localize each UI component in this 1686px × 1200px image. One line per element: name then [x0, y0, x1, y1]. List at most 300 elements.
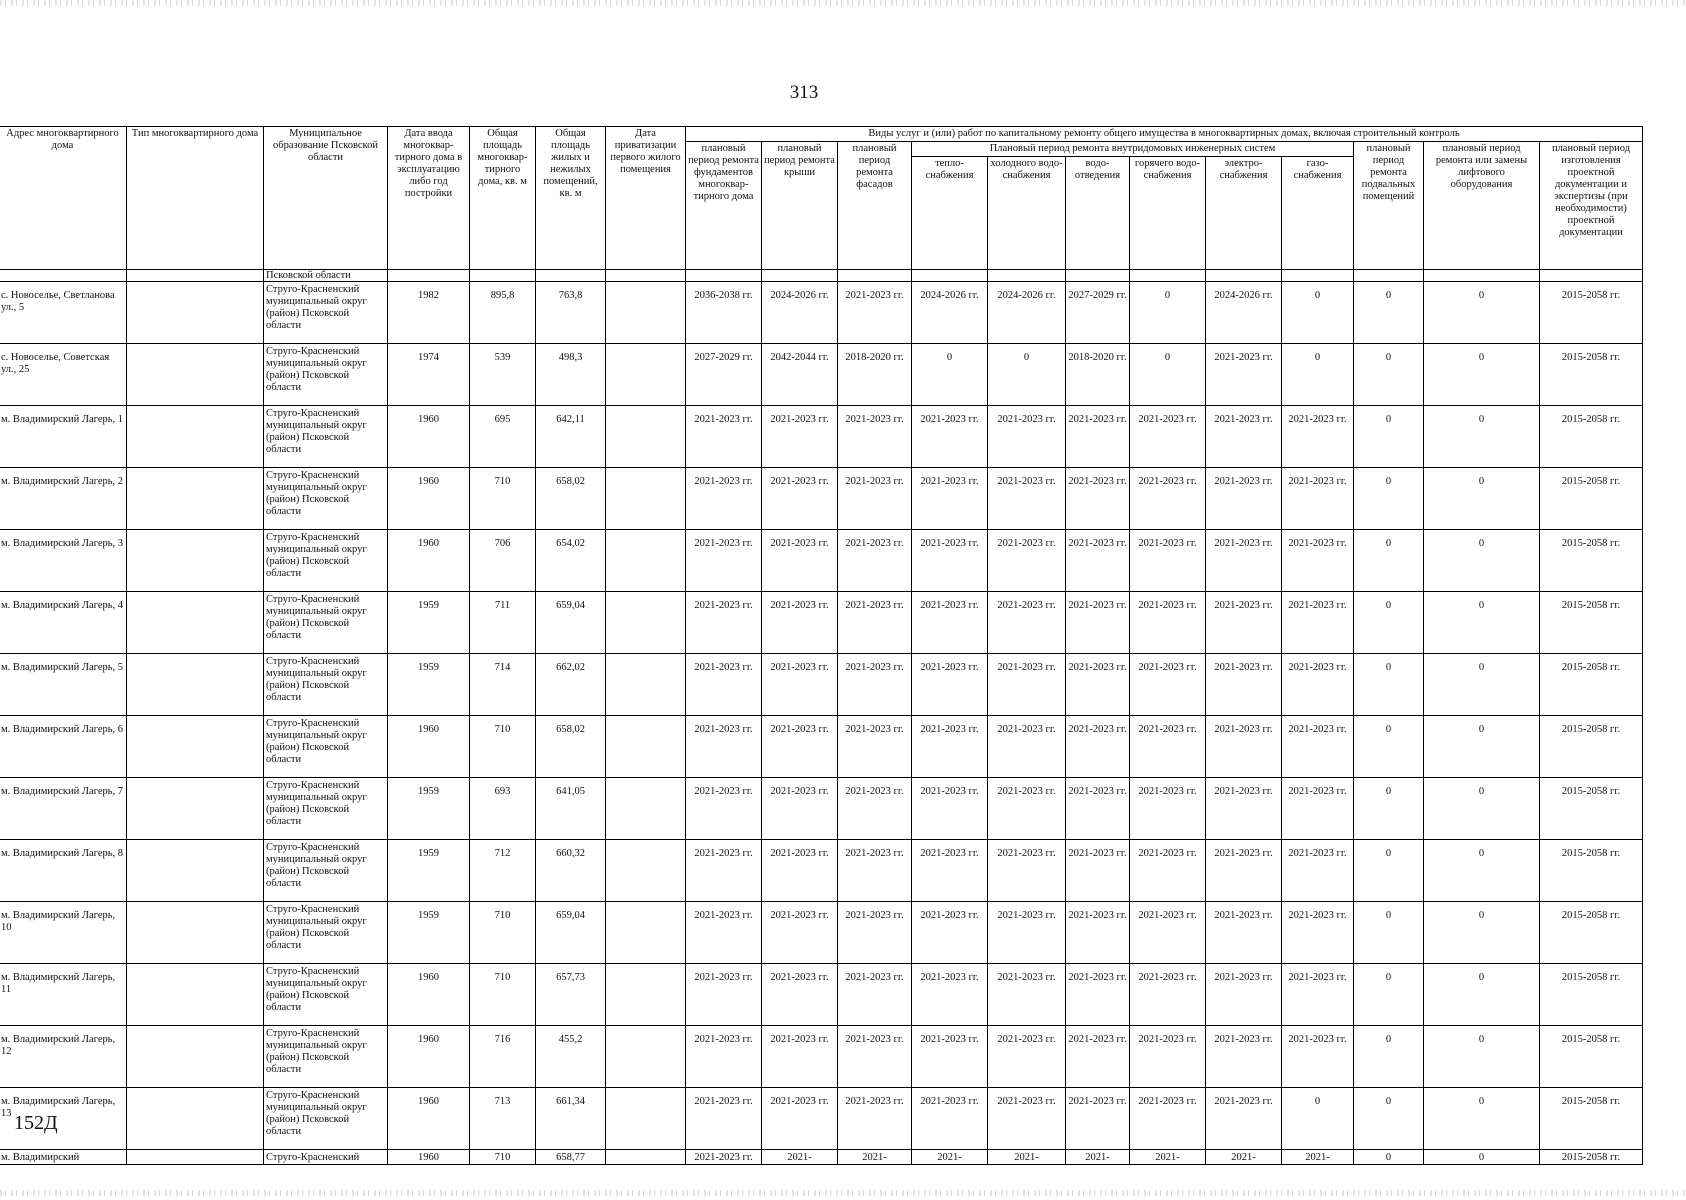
cell-living-area: 661,34 [536, 1088, 606, 1150]
cell-hot-water: 2021-2023 гг. [1130, 716, 1206, 778]
cell-hot-water: 2021-2023 гг. [1130, 964, 1206, 1026]
cell-facade: 2021-2023 гг. [838, 1088, 912, 1150]
cell-gas: 2021-2023 гг. [1282, 964, 1354, 1026]
cell-sewerage: 2021-2023 гг. [1066, 530, 1130, 592]
cell-hot-water: 2021-2023 гг. [1130, 1026, 1206, 1088]
table-row [0, 1150, 1643, 1165]
cell-privatization [606, 592, 686, 654]
cell-foundation: 2027-2029 гг. [686, 344, 762, 406]
cell-year: 1959 [388, 840, 470, 902]
cell-elevator: 0 [1424, 778, 1540, 840]
cell-roof: 2021-2023 гг. [762, 902, 838, 964]
cell-heating: 2021-2023 гг. [912, 1088, 988, 1150]
cell-year: 1960 [388, 964, 470, 1026]
cell-electricity: 2021-2023 гг. [1206, 344, 1282, 406]
table-row [0, 344, 1643, 406]
cell-roof: 2021-2023 гг. [762, 964, 838, 1026]
cell-project-docs: 2015-2058 гг. [1540, 530, 1643, 592]
cell-foundation: 2021-2023 гг. [686, 1026, 762, 1088]
cell-hot-water: 0 [1130, 344, 1206, 406]
cell-basement: 0 [1354, 840, 1424, 902]
cell-municipality: Струго-Красненский муниципальный округ (район) Псковской области [264, 778, 388, 840]
cell-basement: 0 [1354, 406, 1424, 468]
cell-gas: 0 [1282, 282, 1354, 344]
cell-cold-water: 2021-2023 гг. [988, 1088, 1066, 1150]
page-number: 313 [789, 82, 819, 103]
cell-foundation: 2021-2023 гг. [686, 902, 762, 964]
table-cell [536, 270, 606, 282]
cell-heating: 2021-2023 гг. [912, 406, 988, 468]
cell-year: 1959 [388, 592, 470, 654]
cell-elevator: 0 [1424, 716, 1540, 778]
header-living-area: Общая площадь жилых и нежилых помещений, кв. м [536, 127, 606, 270]
cell-project-docs: 2015-2058 гг. [1540, 654, 1643, 716]
cell-address: м. Владимирский Лагерь, 8 [0, 840, 127, 902]
cell-electricity: 2021-2023 гг. [1206, 406, 1282, 468]
table-cell [1066, 270, 1130, 282]
cell-municipality: Струго-Красненский муниципальный округ (район) Псковской области [264, 530, 388, 592]
cell-project-docs: 2015-2058 гг. [1540, 406, 1643, 468]
footer-code: 152Д [14, 1112, 58, 1134]
cell-foundation: 2021-2023 гг. [686, 406, 762, 468]
cell-municipality: Струго-Красненский муниципальный округ (район) Псковской области [264, 406, 388, 468]
cell-sewerage: 2021-2023 гг. [1066, 654, 1130, 716]
cell-elevator: 0 [1424, 654, 1540, 716]
cell-total-area: 695 [470, 406, 536, 468]
cell-building-type [127, 654, 264, 716]
cell-gas: 0 [1282, 344, 1354, 406]
cell-municipality: Струго-Красненский [264, 1150, 388, 1165]
cell-sewerage: 2021-2023 гг. [1066, 778, 1130, 840]
cell-facade: 2021-2023 гг. [838, 282, 912, 344]
cell-sewerage: 2021-2023 гг. [1066, 902, 1130, 964]
cell-facade: 2021-2023 гг. [838, 468, 912, 530]
cell-total-area: 716 [470, 1026, 536, 1088]
cell-cold-water: 2021- [988, 1150, 1066, 1165]
cell-year: 1960 [388, 530, 470, 592]
cell-address: м. Владимирский Лагерь, 10 [0, 902, 127, 964]
cell-foundation: 2021-2023 гг. [686, 654, 762, 716]
cell-basement: 0 [1354, 282, 1424, 344]
cell-hot-water: 2021-2023 гг. [1130, 840, 1206, 902]
cell-total-area: 712 [470, 840, 536, 902]
cell-basement: 0 [1354, 778, 1424, 840]
cell-electricity: 2021-2023 гг. [1206, 654, 1282, 716]
cell-living-area: 763,8 [536, 282, 606, 344]
cell-basement: 0 [1354, 1150, 1424, 1165]
table-cell [606, 270, 686, 282]
cell-address: м. Владимирский [0, 1150, 127, 1165]
cell-sewerage: 2021-2023 гг. [1066, 468, 1130, 530]
cell-roof: 2021-2023 гг. [762, 468, 838, 530]
table-row [0, 468, 1643, 530]
cell-cold-water: 2021-2023 гг. [988, 654, 1066, 716]
cell-building-type [127, 840, 264, 902]
cell-hot-water: 2021- [1130, 1150, 1206, 1165]
cell-gas: 2021-2023 гг. [1282, 530, 1354, 592]
header-elevator: плановый период ремонта или замены лифтового оборудования [1424, 142, 1540, 270]
cell-sewerage: 2021-2023 гг. [1066, 592, 1130, 654]
cell-address: м. Владимирский Лагерь, 13 [0, 1088, 127, 1150]
cell-roof: 2021- [762, 1150, 838, 1165]
cell-heating: 2024-2026 гг. [912, 282, 988, 344]
cell-total-area: 895,8 [470, 282, 536, 344]
cell-basement: 0 [1354, 1088, 1424, 1150]
cell-cold-water: 2021-2023 гг. [988, 530, 1066, 592]
cell-basement: 0 [1354, 716, 1424, 778]
cell-total-area: 539 [470, 344, 536, 406]
cell-sewerage: 2021-2023 гг. [1066, 964, 1130, 1026]
cell-roof: 2021-2023 гг. [762, 654, 838, 716]
cell-building-type [127, 1150, 264, 1165]
cell-electricity: 2021-2023 гг. [1206, 840, 1282, 902]
cell-basement: 0 [1354, 344, 1424, 406]
cell-facade: 2021-2023 гг. [838, 840, 912, 902]
cell-heating: 0 [912, 344, 988, 406]
table-cell [1354, 270, 1424, 282]
cell-basement: 0 [1354, 468, 1424, 530]
cell-total-area: 713 [470, 1088, 536, 1150]
cell-elevator: 0 [1424, 1150, 1540, 1165]
cell-elevator: 0 [1424, 964, 1540, 1026]
cell-address: м. Владимирский Лагерь, 4 [0, 592, 127, 654]
cell-address: м. Владимирский Лагерь, 7 [0, 778, 127, 840]
cell-living-area: 641,05 [536, 778, 606, 840]
header-engineering-group: Плановый период ремонта внутридомовых инженерных систем [912, 142, 1354, 157]
cell-heating: 2021-2023 гг. [912, 840, 988, 902]
cell-electricity: 2021-2023 гг. [1206, 530, 1282, 592]
cell-total-area: 710 [470, 902, 536, 964]
cell-privatization [606, 654, 686, 716]
cell-living-area: 657,73 [536, 964, 606, 1026]
cell-privatization [606, 1088, 686, 1150]
cell-cold-water: 2021-2023 гг. [988, 902, 1066, 964]
cell-gas: 2021-2023 гг. [1282, 468, 1354, 530]
cell-year: 1960 [388, 716, 470, 778]
cell-cold-water: 2021-2023 гг. [988, 778, 1066, 840]
cell-foundation: 2021-2023 гг. [686, 530, 762, 592]
cell-facade: 2021-2023 гг. [838, 592, 912, 654]
cell-total-area: 714 [470, 654, 536, 716]
cell-address: м. Владимирский Лагерь, 6 [0, 716, 127, 778]
cell-project-docs: 2015-2058 гг. [1540, 1026, 1643, 1088]
cell-privatization [606, 840, 686, 902]
header-works-group: Виды услуг и (или) работ по капитальному ремонту общего имущества в многоквартирных домах, включая строительный контроль [686, 127, 1643, 142]
cell-year: 1959 [388, 778, 470, 840]
cell-cold-water: 2021-2023 гг. [988, 716, 1066, 778]
cell-heating: 2021-2023 гг. [912, 468, 988, 530]
capital-repair-table [0, 126, 1643, 1165]
cell-heating: 2021-2023 гг. [912, 1026, 988, 1088]
cell-heating: 2021- [912, 1150, 988, 1165]
header-privatization-date: Дата приватизации первого жилого помещения [606, 127, 686, 270]
cell-building-type [127, 716, 264, 778]
cell-sewerage: 2027-2029 гг. [1066, 282, 1130, 344]
table-cell [1540, 270, 1643, 282]
cell-municipality: Струго-Красненский муниципальный округ (район) Псковской области [264, 592, 388, 654]
cell-elevator: 0 [1424, 592, 1540, 654]
cell-hot-water: 2021-2023 гг. [1130, 592, 1206, 654]
table-cell [1424, 270, 1540, 282]
cell-sewerage: 2021-2023 гг. [1066, 716, 1130, 778]
cell-building-type [127, 1026, 264, 1088]
cell-heating: 2021-2023 гг. [912, 530, 988, 592]
cell-elevator: 0 [1424, 902, 1540, 964]
cell-electricity: 2021-2023 гг. [1206, 716, 1282, 778]
cell-sewerage: 2021-2023 гг. [1066, 1026, 1130, 1088]
cell-cold-water: 2021-2023 гг. [988, 1026, 1066, 1088]
cell-hot-water: 2021-2023 гг. [1130, 654, 1206, 716]
cell-sewerage: 2021-2023 гг. [1066, 840, 1130, 902]
header-foundation: плановый период ремонта фундаментов многоквар-тирного дома [686, 142, 762, 270]
cell-facade: 2018-2020 гг. [838, 344, 912, 406]
cell-building-type [127, 964, 264, 1026]
cell-gas: 2021-2023 гг. [1282, 840, 1354, 902]
header-project-docs: плановый период изготовления проектной документации и экспертизы (при необходимости) проектной документации [1540, 142, 1643, 270]
header-heating: тепло-снабжения [912, 157, 988, 270]
cell-gas: 0 [1282, 1088, 1354, 1150]
cell-building-type [127, 902, 264, 964]
cell-year: 1960 [388, 1150, 470, 1165]
cell-living-area: 658,02 [536, 716, 606, 778]
cell-electricity: 2021- [1206, 1150, 1282, 1165]
cell-foundation: 2021-2023 гг. [686, 1088, 762, 1150]
cell-municipality: Струго-Красненский муниципальный округ (район) Псковской области [264, 840, 388, 902]
cell-total-area: 710 [470, 1150, 536, 1165]
cell-cold-water: 2021-2023 гг. [988, 406, 1066, 468]
table-cell [988, 270, 1066, 282]
cell-total-area: 706 [470, 530, 536, 592]
cell-heating: 2021-2023 гг. [912, 964, 988, 1026]
cell-building-type [127, 468, 264, 530]
cell-privatization [606, 716, 686, 778]
cell-project-docs: 2015-2058 гг. [1540, 840, 1643, 902]
table-body [0, 270, 1643, 1165]
cell-heating: 2021-2023 гг. [912, 654, 988, 716]
cell-facade: 2021-2023 гг. [838, 406, 912, 468]
header-total-area: Общая площадь многоквар-тирного дома, кв. м [470, 127, 536, 270]
header-sewerage: водо-отведения [1066, 157, 1130, 270]
cell-electricity: 2024-2026 гг. [1206, 282, 1282, 344]
table-cell-municipality: Псковской области [264, 270, 388, 282]
cell-facade: 2021-2023 гг. [838, 530, 912, 592]
cell-living-area: 660,32 [536, 840, 606, 902]
cell-total-area: 693 [470, 778, 536, 840]
cell-living-area: 659,04 [536, 592, 606, 654]
cell-project-docs: 2015-2058 гг. [1540, 778, 1643, 840]
cell-year: 1960 [388, 406, 470, 468]
cell-facade: 2021-2023 гг. [838, 654, 912, 716]
header-electricity: электро-снабжения [1206, 157, 1282, 270]
cell-foundation: 2021-2023 гг. [686, 1150, 762, 1165]
cell-hot-water: 2021-2023 гг. [1130, 778, 1206, 840]
cell-address: с. Новоселье, Советская ул., 25 [0, 344, 127, 406]
cell-facade: 2021-2023 гг. [838, 778, 912, 840]
cell-privatization [606, 778, 686, 840]
cell-electricity: 2021-2023 гг. [1206, 778, 1282, 840]
cell-facade: 2021-2023 гг. [838, 964, 912, 1026]
cell-elevator: 0 [1424, 1026, 1540, 1088]
cell-basement: 0 [1354, 592, 1424, 654]
cell-elevator: 0 [1424, 468, 1540, 530]
cell-facade: 2021-2023 гг. [838, 716, 912, 778]
cell-year: 1959 [388, 654, 470, 716]
cell-building-type [127, 530, 264, 592]
table-row [0, 716, 1643, 778]
cell-roof: 2042-2044 гг. [762, 344, 838, 406]
cell-heating: 2021-2023 гг. [912, 592, 988, 654]
cell-building-type [127, 1088, 264, 1150]
table-cell [388, 270, 470, 282]
table-row [0, 1088, 1643, 1150]
cell-year: 1960 [388, 468, 470, 530]
cell-roof: 2021-2023 гг. [762, 592, 838, 654]
cell-building-type [127, 592, 264, 654]
header-facade: плановый период ремонта фасадов [838, 142, 912, 270]
table-row-continuation [0, 270, 1643, 282]
table-cell [838, 270, 912, 282]
cell-living-area: 455,2 [536, 1026, 606, 1088]
cell-elevator: 0 [1424, 840, 1540, 902]
table-header [0, 127, 1643, 270]
cell-hot-water: 2021-2023 гг. [1130, 530, 1206, 592]
table-row [0, 1026, 1643, 1088]
cell-address: м. Владимирский Лагерь, 11 [0, 964, 127, 1026]
cell-basement: 0 [1354, 654, 1424, 716]
table-row [0, 406, 1643, 468]
cell-address: м. Владимирский Лагерь, 12 [0, 1026, 127, 1088]
cell-project-docs: 2015-2058 гг. [1540, 344, 1643, 406]
cell-elevator: 0 [1424, 406, 1540, 468]
table-cell [912, 270, 988, 282]
cell-foundation: 2021-2023 гг. [686, 716, 762, 778]
header-hot-water: горячего водо-снабжения [1130, 157, 1206, 270]
cell-facade: 2021-2023 гг. [838, 1026, 912, 1088]
table-row [0, 592, 1643, 654]
cell-project-docs: 2015-2058 гг. [1540, 964, 1643, 1026]
table-row [0, 654, 1643, 716]
cell-basement: 0 [1354, 530, 1424, 592]
cell-project-docs: 2015-2058 гг. [1540, 716, 1643, 778]
cell-municipality: Струго-Красненский муниципальный округ (район) Псковской области [264, 654, 388, 716]
cell-address: м. Владимирский Лагерь, 1 [0, 406, 127, 468]
cell-gas: 2021- [1282, 1150, 1354, 1165]
cell-project-docs: 2015-2058 гг. [1540, 1088, 1643, 1150]
table-row [0, 282, 1643, 344]
cell-roof: 2021-2023 гг. [762, 530, 838, 592]
scan-noise-bottom [0, 1190, 1686, 1196]
cell-roof: 2021-2023 гг. [762, 716, 838, 778]
header-address: Адрес многоквартирного дома [0, 127, 127, 270]
cell-privatization [606, 468, 686, 530]
cell-roof: 2021-2023 гг. [762, 778, 838, 840]
cell-privatization [606, 1150, 686, 1165]
cell-year: 1982 [388, 282, 470, 344]
cell-municipality: Струго-Красненский муниципальный округ (район) Псковской области [264, 902, 388, 964]
cell-electricity: 2021-2023 гг. [1206, 468, 1282, 530]
header-cold-water: холодного водо-снабжения [988, 157, 1066, 270]
cell-year: 1974 [388, 344, 470, 406]
cell-gas: 2021-2023 гг. [1282, 592, 1354, 654]
cell-gas: 2021-2023 гг. [1282, 1026, 1354, 1088]
cell-project-docs: 2015-2058 гг. [1540, 592, 1643, 654]
cell-cold-water: 2021-2023 гг. [988, 468, 1066, 530]
table-row [0, 840, 1643, 902]
cell-building-type [127, 778, 264, 840]
cell-sewerage: 2021- [1066, 1150, 1130, 1165]
cell-project-docs: 2015-2058 гг. [1540, 468, 1643, 530]
cell-project-docs: 2015-2058 гг. [1540, 282, 1643, 344]
cell-address: м. Владимирский Лагерь, 2 [0, 468, 127, 530]
cell-privatization [606, 406, 686, 468]
cell-facade: 2021-2023 гг. [838, 902, 912, 964]
cell-year: 1960 [388, 1026, 470, 1088]
table-cell [1206, 270, 1282, 282]
cell-heating: 2021-2023 гг. [912, 778, 988, 840]
cell-building-type [127, 282, 264, 344]
cell-basement: 0 [1354, 1026, 1424, 1088]
cell-facade: 2021- [838, 1150, 912, 1165]
cell-building-type [127, 344, 264, 406]
cell-hot-water: 2021-2023 гг. [1130, 406, 1206, 468]
cell-year: 1959 [388, 902, 470, 964]
cell-cold-water: 2021-2023 гг. [988, 964, 1066, 1026]
cell-address: м. Владимирский Лагерь, 3 [0, 530, 127, 592]
cell-municipality: Струго-Красненский муниципальный округ (район) Псковской области [264, 1026, 388, 1088]
cell-foundation: 2036-2038 гг. [686, 282, 762, 344]
cell-hot-water: 2021-2023 гг. [1130, 468, 1206, 530]
cell-total-area: 710 [470, 716, 536, 778]
table-cell [762, 270, 838, 282]
cell-gas: 2021-2023 гг. [1282, 778, 1354, 840]
cell-cold-water: 0 [988, 344, 1066, 406]
cell-hot-water: 2021-2023 гг. [1130, 1088, 1206, 1150]
cell-hot-water: 2021-2023 гг. [1130, 902, 1206, 964]
table-row [0, 778, 1643, 840]
table-cell [127, 270, 264, 282]
cell-foundation: 2021-2023 гг. [686, 468, 762, 530]
cell-hot-water: 0 [1130, 282, 1206, 344]
cell-privatization [606, 530, 686, 592]
header-gas: газо-снабжения [1282, 157, 1354, 270]
table-row [0, 902, 1643, 964]
cell-cold-water: 2024-2026 гг. [988, 282, 1066, 344]
cell-year: 1960 [388, 1088, 470, 1150]
cell-basement: 0 [1354, 964, 1424, 1026]
table-cell [0, 270, 127, 282]
cell-living-area: 662,02 [536, 654, 606, 716]
cell-project-docs: 2015-2058 гг. [1540, 902, 1643, 964]
cell-electricity: 2021-2023 гг. [1206, 592, 1282, 654]
table-cell [470, 270, 536, 282]
table-row [0, 530, 1643, 592]
cell-basement: 0 [1354, 902, 1424, 964]
cell-privatization [606, 1026, 686, 1088]
cell-gas: 2021-2023 гг. [1282, 406, 1354, 468]
cell-foundation: 2021-2023 гг. [686, 592, 762, 654]
header-commission-date: Дата ввода многоквар-тирного дома в эксплуатацию либо год постройки [388, 127, 470, 270]
cell-sewerage: 2021-2023 гг. [1066, 406, 1130, 468]
cell-foundation: 2021-2023 гг. [686, 964, 762, 1026]
cell-privatization [606, 902, 686, 964]
cell-gas: 2021-2023 гг. [1282, 716, 1354, 778]
cell-municipality: Струго-Красненский муниципальный округ (район) Псковской области [264, 1088, 388, 1150]
cell-foundation: 2021-2023 гг. [686, 778, 762, 840]
cell-heating: 2021-2023 гг. [912, 902, 988, 964]
cell-electricity: 2021-2023 гг. [1206, 902, 1282, 964]
cell-roof: 2024-2026 гг. [762, 282, 838, 344]
cell-living-area: 642,11 [536, 406, 606, 468]
